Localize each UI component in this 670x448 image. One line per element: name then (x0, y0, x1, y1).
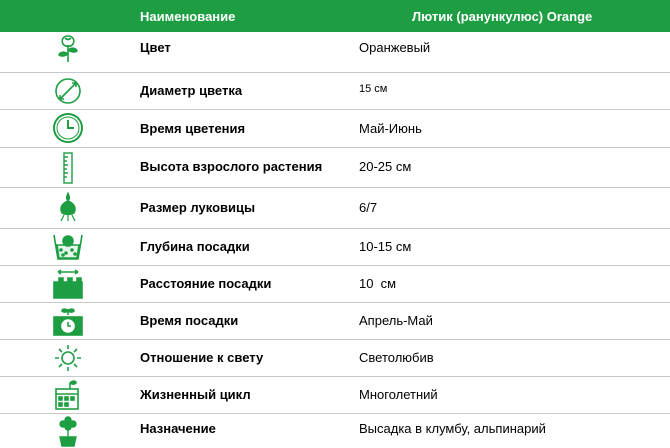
header-product: Лютик (ранункулюс) Orange (412, 9, 593, 24)
row-value: 20-25 см (359, 159, 412, 174)
row-value: 6/7 (359, 200, 378, 215)
row-label: Глубина посадки (140, 239, 250, 254)
table-row (0, 110, 670, 148)
row-label: Отношение к свету (140, 350, 264, 365)
table-header (0, 0, 670, 32)
row-label: Жизненный цикл (140, 387, 251, 402)
row-label: Время цветения (140, 121, 246, 136)
row-label: Диаметр цветка (140, 83, 243, 98)
row-value: Оранжевый (359, 40, 431, 55)
row-value: Май-Июнь (359, 121, 422, 136)
table-row (0, 303, 670, 340)
table-row (0, 414, 670, 448)
table-row (0, 266, 670, 303)
ruler-icon (48, 152, 88, 184)
rose-icon (48, 32, 88, 64)
row-label: Размер луковицы (140, 200, 256, 215)
table-row (0, 188, 670, 229)
flower-pot-icon (48, 415, 88, 447)
table-row (0, 229, 670, 266)
row-value: 10-15 см (359, 239, 412, 254)
row-label: Цвет (140, 40, 171, 55)
row-label: Назначение (140, 421, 216, 436)
table-row (0, 32, 670, 73)
table-row (0, 377, 670, 414)
diameter-icon (48, 75, 88, 107)
row-value: 10 см (359, 276, 397, 291)
row-value: Высадка в клумбу, альпинарий (359, 421, 546, 436)
clock-icon (48, 112, 88, 144)
row-label: Расстояние посадки (140, 276, 272, 291)
row-value: Светолюбив (359, 350, 434, 365)
row-value: Многолетний (359, 387, 438, 402)
planting-distance-icon (48, 268, 88, 300)
planting-depth-icon (48, 231, 88, 263)
sun-icon (48, 342, 88, 374)
calendar-plant-icon (48, 379, 88, 411)
row-value: Апрель-Май (359, 313, 433, 328)
row-label: Высота взрослого растения (140, 159, 323, 174)
table-row (0, 148, 670, 188)
header-name: Наименование (140, 9, 236, 24)
row-label: Время посадки (140, 313, 239, 328)
row-value: 15 см (359, 83, 388, 95)
bulb-icon (48, 191, 88, 223)
table-row (0, 340, 670, 377)
table-row (0, 73, 670, 110)
planting-time-icon (48, 305, 88, 337)
